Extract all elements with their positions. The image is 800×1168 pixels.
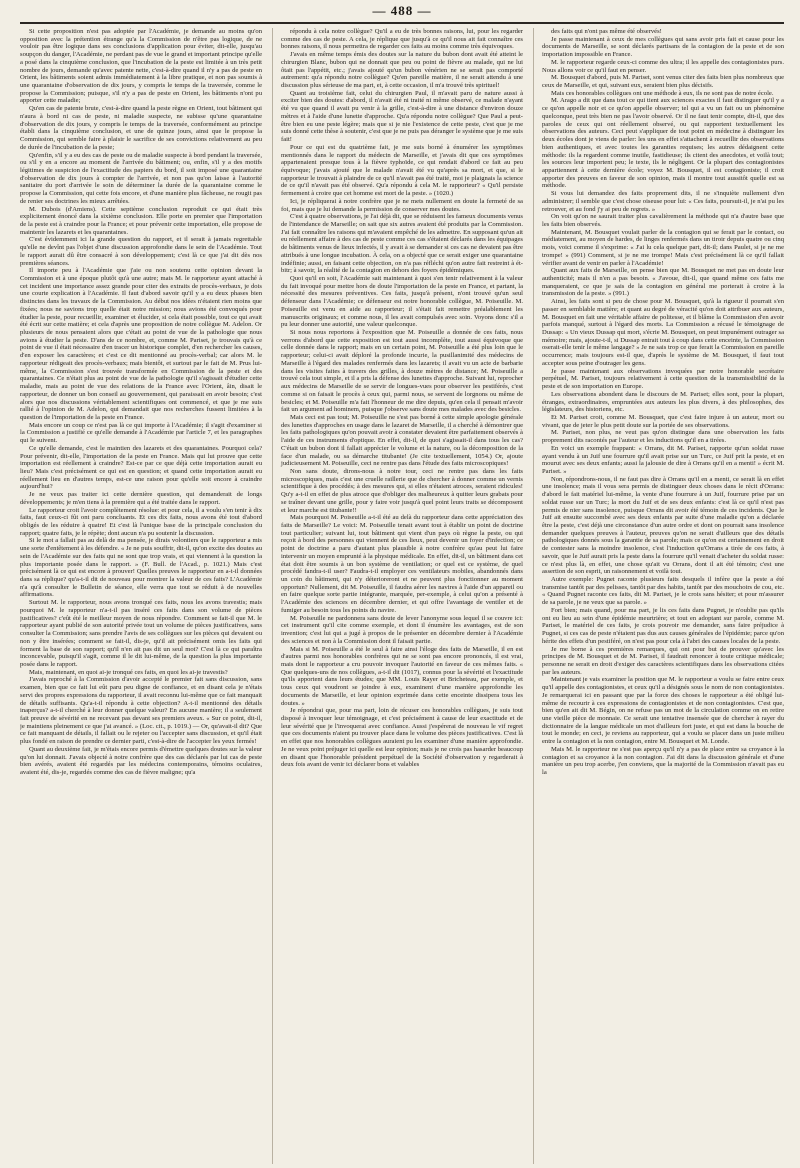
- paragraph: M. Poiseuille ne pardonnera sans doute de lever l'anonyme sous lequel il se couvre ici: cet instrument qu'il cite comme exemple, et dont il énumère les avantages, est de son invention; c'est lui qui a jugé à propos de le présenter en décembre dernier à l'Académie des sciences et non à la Commission dont il faisait partie.: [281, 614, 523, 645]
- paragraph: En voici un exemple frappant: « Orrans, dit M. Pariset, rapporte qu'un soldat russe ayant vendu à un Juif une fourrure qu'il avait prise sur un Turc, ce Juif prit la peste, et en mourut avec ses deux enfants; aussi la jalousie de dire à Orrans qu'il en a menti! » écrit M. Pariset. »: [542, 444, 784, 475]
- page-number: — 488 —: [372, 3, 432, 18]
- paragraph: On voit qu'on ne saurait traiter plus cavalièrement la méthode qui n'a d'autre base que les faits bien observés.: [542, 213, 784, 228]
- paragraph: des faits qui n'ont pas même été observés!: [551, 28, 662, 35]
- paragraph: Je répondrai que, pour ma part, loin de récuser ces honorables collègues, je suis tout disposé à invoquer leur témoignage, et c'est précisément à cause de leur exactitude et de leur sévérité que je l'invoquerai avec confiance. Aussi j'espérerai de nouveau le vif regret que ces documents n'aient pu trouver place dans le volume des pièces justificatives. C'est là en effet que nos honorables collègues auraient pu les examiner d'une manière approfondie. Je ne veux point préjuger ici quelle est leur opinion; mais je ne crois pas hasarder beaucoup en disant que l'honorable président perpétuel de la Société d'observation y regarderait à deux fois avant de venir ici déclarer bons et valables: [281, 707, 523, 769]
- paragraph: Si vous lui demandez des faits proprement dits, il ne s'inquiète nullement d'en administrer; il semble que c'est chose oiseuse pour lui: « Ces faits, poursuit-il, je n'ai pu les retrouver, et au fond j'y ai peu de regrets. »: [542, 190, 784, 213]
- text-column-3: [533, 28, 784, 1164]
- paragraph: J'avais reproché à la Commission d'avoir accepté le premier fait sans discussion, sans examen, bien que ce fait lui eût paru peu digne de confiance, et en disant cela je n'étais servi des propres expressions du rapporteur, il avait reconnu lui-même que ce fait manquait de détails suffisants. Qu'a-t-il répondu à cette objection? A-t-il mentionné des détails inaperçus? a-t-il cherché à leur donner quelque valeur? En aucune manière; il a seulement fait preuve de sévérité en ne recevant pas devant ses premiers aveux. « Sur ce point, dit-il, je maintiens pleinement ce que j'ai avancé. » (Loc. cit., p. 1019.) — Or, qu'avait-il dit? Que ce fait manquant de détails, il fallait ou le rejeter ou l'accepter sans discussion, et qu'il était plus fondé en raison de prendre ce dernier parti, c'est-à-dire de l'accepter les yeux fermés!: [20, 676, 262, 746]
- page-header: [20, 0, 784, 22]
- paragraph: Quant au troisième fait, celui du chirurgien Paul, il m'avait paru de nature aussi à exciter bien des doutes: d'abord, il n'avait été ni traité ni même observé, ce malade n'ayant été vu que quand il avait pu venir à la grille, c'est-à-dire à une distance d'environ douze mètres et à l'aide d'une lunette d'approche. Qu'a répondu notre collègue? Que Paul a peut-être bien eu une peste légère; mais que si je nie l'existence de cette peste, c'est que je me suis donné cette thèse à soutenir, c'est que je ne puis pas déranger le système que je me suis fait!: [281, 89, 523, 144]
- paragraph: Je passe maintenant à ceux de mes collègues qui sans avoir pris fait et cause pour les documents de Marseille, se sont déclarés partisans de la contagion de la peste et de son importation impossible en France.: [542, 35, 784, 59]
- paragraph: Ainsi, les faits sont si peu de chose pour M. Bousquet, qu'à la rigueur il pourrait s'en passer en semblable matière; et quant au degré de véracité qu'on doit attribuer aux auteurs, M. Bousquet en fait une véritable affaire de politesse, et il blâme la Commission d'en avoir parfois manqué, surtout à l'égard des morts. La Commission a récusé le témoignage de Dussap: « Un vieux Dussap qui mort, s'écrie M. Bousquet, on peut impunément outrager sa mémoire; mais, ajoute-t-il, si Dussap entrait tout à coup dans cette enceinte, la Commission oserait-elle tenir le même langage? » Je ne sais trop ce que ferait la Commission en pareille occurrence; mais toujours est-il que, d'après le système de M. Bousquet, il faut tout accepter sous peine d'outrager les gens.: [542, 298, 784, 367]
- paragraph: Mais ces honorables collègues ont une méthode à eux, ils ne sont pas de notre école.: [551, 89, 774, 97]
- paragraph: Non, répondrons-nous, il ne faut pas dire à Orrans qu'il en a menti, ce serait là en effet une insolence; mais il vous sera permis de distinguer deux choses dans le récit d'Orrans: d'abord le fait matériel lui-même, la vente d'une fourrure à un Juif, fourrure prise par un soldat russe sur un Turc; la mort du Juif et de ses deux enfants: c'est là ce qu'il n'est pas permis de nier sans insolence, puisque Orrans dit avoir été témoin de ces incidents. Que le Juif ait ensuite succombé avec ses deux enfants par suite d'une maladie qu'on a déclarée être la peste, c'est déjà une circonstance d'un autre ordre et dont on pourrait sans insolence demander quelques preuves à l'auteur, preuves qu'on ne serait d'ailleurs que des détails pathologiques donnés sous la garantie de sa parole; mais ce qu'on est certainement en droit de contester sans la moindre insolence, c'est l'induction qu'Orrans a tirée de ces faits, à savoir, que le Juif aurait pris la peste dans la fourrure qu'il venait d'acheter du soldat russe: ce n'est plus là, en effet, une chose qu'ait vu Orrans, dont il ait été témoin; c'est une assertion de son esprit, un raisonnement et voilà tout.: [542, 475, 784, 576]
- paragraph: Maintenant, M. Bousquet voulait parler de la contagion qui se ferait par le contact, ou médiatement, au moyen de hardes, de linges renfermés dans un tiroir depuis quatre ou cinq mois, voici comme il s'exprime: « J'ai lu cela quelque part, dit-il; dans Paulet, si je ne me trompe! » (991) Comment, si je ne me trompe! Mais c'est précisément là ce qu'il fallait vérifier avant de venir en parler à l'Académie!: [542, 228, 784, 267]
- paragraph: Mais, maintenant, en quoi ai-je tronqué ces faits, en quoi les ai-je travestis?: [29, 668, 228, 676]
- text-column-2: [272, 28, 523, 1164]
- paragraph: Quant au deuxième fait, je m'étais encore permis d'émettre quelques doutes sur la valeur qu'on lui donnait. J'avais objecté à notre confrère que des cas déclarés par lui cas de peste bien avérés, avaient été regardés par les médecins contemporains, témoins oculaires, avaient été, dis-je, regardés comme des cas de fièvre maligne; qu'a: [20, 745, 262, 776]
- paragraph: M. Dubois (d'Amiens). Cette septième conclusion reproduit ce qui était très explicitement énoncé dans la sixième conclusion. Elle porte en premier que l'importation de la peste est à craindre pour la France; et pour prévenir cette importation, elle propose de maintenir les lazarets et les quarantaines.: [20, 205, 262, 236]
- paragraph: Je me borne à ces premières remarques, qui ont pour but de prouver qu'avec les principes de M. Bousquet et de M. Pariset, il faudrait renoncer à toute critique médicale; personne ne serait en droit d'exiger des caractères scientifiques dans les observations citées par les auteurs.: [542, 645, 784, 676]
- paragraph: Ici, je répliquerai à notre confrère que je ne mets nullement en doute la fermeté de sa foi, mais que je lui demande la permission de conserver mes doutes.: [281, 197, 523, 213]
- paragraph: M. le rapporteur regarde ceux-ci comme des ultra; il les appelle des contagionistes purs. Nous allons voir ce qu'il faut en penser.: [542, 58, 784, 74]
- paragraph: Si le mot a fallait pas au delà de ma pensée, je dirais volontiers que le rapporteur a mis une sorte d'entêtement à les défendre. « Je ne puis souffrir, dit-il, qu'on excite des doutes au sein de l'Académie sur des faits qui ne sont que trop vrais, et qui viennent à la question la plus importante posée dans le rapport. » (F. Bull. de l'Acad., p. 1021.) Mais c'est précisément là ce qui est encore à prouver! Quelles preuves le rapporteur en a-t-il données dans sa réplique? qu'a-t-il dit de nouveau pour montrer la valeur de ces faits? L'Académie n'a qu'à consulter le Bulletin de séance, elle verra que tout se réduit à de nouvelles affirmations.: [20, 537, 262, 599]
- paragraph: Mais M. le rapporteur ne s'est pas aperçu qu'il n'y a pas de place entre sa croyance à la contagion et sa croyance à la non contagion. J'ai dit dans la discussion générale et d'une manière un peu trop acerbe, j'en conviens, que la majorité de la Commission n'avait pas eu la: [542, 745, 784, 776]
- paragraph: Non sans doute, dirons-nous à notre tour, ceci ne rentre pas dans les faits microscopiques, mais c'est une cruelle raillerie que de chercher à donner comme un vernis scientifique à des procédés; à des mesures qui, si elles n'étaient atroces, seraient ridicules! Qu'y a-t-il en effet de plus atroce que d'obliger des malheureux à quitter leurs grabats pour se traîner devant une grille, pour y faire voir jusqu'à quel point leurs traits se décomposent et leur marche est titubante!!: [281, 467, 523, 514]
- paragraph: Quant aux faits de Marseille, on pense bien que M. Bousquet ne met pas en doute leur authenticité; mais il n'en a pas besoin. « J'avoue, dit-il, que quand même ces faits me manqueraient, ce que je sais de la contagion en général me porterait à croire à la transmission de la peste. » (991.): [542, 267, 784, 298]
- paragraph: Maintenant je vais examiner la position que M. le rapporteur a voulu se faire entre ceux qu'il appelle des contagionistes, et ceux qu'il a désignés sous le nom de non contagionistes. Je remarquerai ici en passant que par la force des choses le rapporteur a été obligé lui-même de recourir à ces expressions de contagionistes et de non contagionistes. C'est que, bien qu'en ait dit M. Bégin, on ne refuse pas un mot de la circulation comme on en retire une vieille pièce de monnaie. Ce serait une tentative insensée que de chercher à rayer du dictionnaire de la langue médicale un mot d'ailleurs fort juste, et qui est dans la bouche de tout le monde; en ceci, je reviens au rapporteur, qui a voulu se placer dans un juste milieu entre la contagion et la non contagion, entre M. Bousquet et M. Londe.: [542, 676, 784, 746]
- paragraph: Quoi qu'il en soit, l'Académie sait maintenant à quoi s'en tenir relativement à la valeur du fait invoqué pour mettre hors de doute l'importation de la peste en France, et partant, la nécessité des mesures préventives. Ces faits, jusqu'à présent, n'ont trouvé qu'un seul défenseur dans l'Académie; ce défenseur est notre honorable collègue, M. Poiseuille. M. Poiseuille est venu en aide au rapporteur; il s'était fait remettre préalablement les manuscrits originaux; et comme nous, il les avait compulsés avec soin. Voyons donc s'il a pu leur donner une autorité, une valeur quelconque.: [281, 275, 523, 329]
- paragraph: Autre exemple: Pugnet raconte plusieurs faits desquels il infère que la peste a été transmise tantôt par des pelisses, tantôt par des habits, tantôt par des mouchoirs de cou, etc. « Quand Pugnet raconte ces faits, dit M. Pariset, je le crois sans hésiter; et pour m'assurer de sa parole, je ne veux que sa parole. »: [542, 576, 784, 607]
- paragraph: Si cette proposition n'est pas adoptée par l'Académie, je demande au moins qu'on opposition avec la prétention étrange qu'a la Commission de n'être pas logique, de ne vouloir pas être logique dans ses conclusions d'application pour éviter, dit-elle, jusqu'au soupçon du danger, l'Académie, ne perdant pas de vue le grand et important principe qu'elle a posé dans la cinquième conclusion, que l'incubation de la peste est limitée à un très petit nombre de jours, demande qu'avec patente nette, c'est-à-dire quand il n'y a pas de peste en Orient, les bâtiments soient admis immédiatement à la libre pratique, et non pas soumis à une quarantaine d'observation de dix jours, y compris le temps de la traversée, comme le propose la Commission; puisque, s'il n'y a pas de peste en Orient, les bâtiments n'ont pu apporter cette maladie;: [20, 28, 262, 105]
- paragraph: C'est à quatre observations, je l'ai déjà dit, que se réduisent les fameux documents venus de l'intendance de Marseille; on sait que six autres avaient été produits par la Commission. J'ai fait connaître les raisons qui m'avaient empêché de les admettre. En supposant qu'un ait eu réellement affaire à des cas de peste comme ces cas s'étaient déclarés dans les équipages de bâtiments venus de lieux infectés, il y avait à se demander si ces cas ne devaient pas être attribués à une longue incubation. À cela, on a objecté que ce serait exiger une quarantaine indéfinie; aussi, en faisant cette objection, on n'a pas réfléchi qu'on autre fait restreint à ét-bitr; à savoir, la réalité de la contagion en dehors des foyers épidémiques.: [281, 213, 523, 275]
- paragraph: C'est évidemment ici la grande question du rapport, et il serait à jamais regrettable qu'elle ne devînt pas l'objet d'une discussion approfondie dans le sein de l'Académie. Tout le rapport aurait dû être consacré à son développement; c'est là ce que j'ai dit dès nos premières séances.: [20, 236, 262, 267]
- paragraph: Mais ceci est pas tout; M. Poiseuille ne s'est pas borné à cette simple apologie générale des lunettes d'approches en usage dans le lazaret de Marseille, il a cherché à démontrer que les faits pathologiques qu'on pouvait avoir à constater devaient être parfaitement observés à l'aide de ces instruments d'optique. En effet, dit-il, de quoi s'agissait-il dans tous les cas? C'était un bubon dont il fallait apprécier le volume et la nature, ou la décomposition de la face d'un malade, ou sa démarche titubante! (Je cite textuellement, 1054.) Or, ajoute judicieusement M. Poiseuille, ceci ne rentre pas dans l'étude des faits microscopiques!: [281, 413, 523, 468]
- paragraph: Qu'enfin, s'il y a eu des cas de peste ou de maladie suspecte à bord pendant la traversée, ou s'il y en a encore au moment de l'arrivée du bâtiment; ou, enfin, s'il y a des motifs légitimes de suspicion de l'exactitude des papiers du bord, il soit imposé une quarantaine d'observation de dix jours à compter de l'arrivée, et non pas qu'on laisse à l'autorité sanitaire du port d'arrivée le soin de déterminer la durée de la quarantaine comme le propose la Commission, qui cette fois encore, et d'une manière plus fâcheuse, ne rougit pas de renier ses doctrines les mieux arrêtées.: [20, 151, 262, 205]
- text-column-1: [20, 28, 262, 1164]
- paragraph: Mais si M. Poiseuille a été le seul à faire ainsi l'éloge des faits de Marseille, il en est d'autres parmi nos honorables confrères qui ne se sont pas encore prononcés, il est vrai, mais dont le rapporteur a cru pouvoir invoquer l'autorité en faveur de ces mêmes faits. « Que quelques-uns de nos collègues, a-t-il dit (1017), connus pour la sévérité et l'exactitude qu'ils apportent dans leurs études; que MM. Louis Rayer et Bricheteau, par exemple, et tous ceux qui voudront se joindre à eux, examinent d'une manière approfondie les documents de Marseille, et leur opinion exprimée dans cette enceinte dissipera tous les doutes. »: [281, 645, 523, 707]
- paragraph: Je ne veux pas traiter ici cette dernière question, qui demanderait de longs développements; je m'en tiens à la première qui a été traitée dans le rapport.: [20, 491, 262, 506]
- paragraph: Ce qu'elle demande, c'est le maintien des lazarets et des quarantaines. Pourquoi cela? Pour prévenir, dit-elle, l'importation de la peste en France. Mais qui lui prouve que cette importation est réellement à craindre? Est-ce par ce que déjà cette importation aurait eu lieu? Mais c'est précisément ce qui est en question; et quand cette importation aurait eu réellement lieu en d'autres temps, est-ce une raison pour qu'elle soit encore à craindre aujourd'hui?: [20, 444, 262, 491]
- paragraph: Il importe peu à l'Académie que j'aie ou non soutenu cette opinion devant la Commission et à une époque plutôt qu'à une autre; mais M. le rapporteur ayant attaché à cet incident une importance assez grande pour citer des extraits de procès-verbaux, je dois une courte explication à l'Académie. Il faut d'abord savoir qu'il y a eu deux phases bien distinctes dans les travaux de la Commission. Au début nos idées n'étaient rien moins que fixées; nous ne savions trop quelle était notre mission; nous avions été convoqués pour étudier la peste, pour recueillir, examiner et élucider, si cela était possible, tout ce qui avait été écrit sur cette matière; et cela d'après une proposition de notre collègue M. Adelon. Or plusieurs de nous pensaient alors que c'était au point de vue de la pathologie que nous avions à étudier la peste. D'ans de ce nombre, et, comme M. Pariset, je trouvais qu'à ce point de vue il était nécessaire d'en tracer un historique complet, d'en rechercher les causes, d'en exposer les caractères; et c'est ce dit mentionné au procès-verbal; car alors M. le rapporteur rédigeait des procès-verbaux; mais bientôt, et surtout par le fait de M. Prus lui-même, la Commission s'est trouvée transformée en Commission de la peste et des quarantaines. Ce n'était plus au point de vue de la pathologie qu'il s'agissait d'étudier cette maladie, mais au point de vue des relations de la France avec l'Orient, âin, disait le rapporteur, de donner un bon conseil au gouvernement, qui paraissait en avoir besoin; c'est alors que nos discussions véritablement scientifiques ont commencé, et que je me suis rallié à l'opinion de M. Adelon, qui demandait que nos recherches fussent limitées à la question de l'importation de la peste en France.: [20, 267, 262, 421]
- paragraph: Les observations abondent dans le discours de M. Pariset; elles sont, pour la plupart, étranges, extraordinaires, empruntées aux auteurs les plus divers, à des philosophes, des législateurs, des historiens, etc.: [542, 390, 784, 414]
- paragraph: M. Pariset, non plus, ne veut pas qu'on distingue dans une observation les faits proprement dits racontés par l'auteur et les inductions qu'il en a tirées.: [542, 429, 784, 445]
- paragraph: Mais pourquoi M. Poiseuille a-t-il été au delà du rapporteur dans cette appréciation des faits de Marseille? Le voici: M. Poiseuille tenait avant tout à établir un point de doctrine tout particulier; suivant lui, tout bâtiment qui vient d'un pays où règne la peste, ou qui reçoit à bord des personnes qui viennent de ces lieux, peut devenir un foyer d'infection; ce point de doctrine a paru d'autant plus plausible à notre confrère qu'au peut lui faire intervenir un moyen emprunté à la physique médicale. En effet, dit-il, un bâtiment dans cet état doit être soumis à un bon système de ventilation; or quel est ce système, de quel procédé fandra-t-il user? Faudra-t-il employer ces ventilateurs mobiles, abandonnés dans un coin du bâtiment, qui n'y déterioreront et ne peuvent plus fonctionner au moment opportun? Nullement, dit M. Poiseuille, il faudra aérer les navires à l'aide d'un appareil ou en faire quelque sorte partie intégrante, marquée, per-exemple, à celui qu'on a présenté à l'Académie des sciences en décembre dernier, et qui offre l'avantage de ventiler et de fumiger au besoin tous les points du navire.: [281, 514, 523, 614]
- paragraph: répondu à cela notre collègue? Qu'il a eu de très bonnes raisons, lui, pour les regarder comme des cas de peste. A cela, je réplique que jusqu'à ce qu'il nous ait fait connaître ces bonnes raisons, il nous permettra de regarder ces faits au moins comme très équivoques.: [281, 28, 523, 51]
- text-columns: [20, 28, 784, 1164]
- paragraph: M. Arago a dit que dans tout ce qui tient aux sciences exactes il faut distinguer qu'il y a ce qu'on appelle noir et ce qu'on appelle observer; tel qui a vu un fait ou un phénomène quelconque, peut très bien ne pas l'avoir observé. Or il ne faut tenir compte, dit-il, que des paroles de ceux qui ont réellement observé, ou qui rapportent textuellement les observations des auteurs. Ceci peut s'appliquer de tout point en médecine à distinguer les deux écoles dont je viens de parler: les uns en effet s'attachent à recueillir des observations bien authentiques, et avec toutes les garanties requises; les autres dédaignent cette méthode: ils la regardent comme inutile, fastidieuse; ils citent des anecdotes, et voilà tout; les sources leur importent peu; le texte, ils le négligent. Or la plupart des contagionistes appartiennent à cette dernière école; voyez M. Bousquet, il est contagioniste; il croit apporter des preuves en faveur de son opinion, mais il montre tout aussitôt quelle est sa méthode.: [542, 97, 784, 190]
- paragraph: Pour ce qui est du quatrième fait, je me suis borné à énumérer les symptômes mentionnés dans le rapport du médecin de Marseille, et j'avais dit que ces symptômes appartenaient presque tous à la fièvre typhoïde, ce qui rendait d'abord ce fait au peu équivoque; j'avais ajouté que le malade n'avait été vu qu'après sa mort, et que, si le rapporteur le trouvait à plaindre de ce qu'il n'avait pas été traité, moi je plaignais la science de ce qu'il n'avait pas été observé. Qu'a répondu à cela M. le rapporteur? « Qu'il persiste fermement à croire que cet homme est mort de la peste. » (1020.): [281, 143, 523, 198]
- paragraph: Mais encore un coup ce n'est pas là ce qui importe à l'Académie; il s'agit d'examiner si la Commission a justifié ce qu'elle demande à l'Académie par l'article 7, et les paragraphes qui le suivent.: [20, 421, 262, 445]
- paragraph: Et M. Pariset croit, comme M. Bousquet, que c'est faire injure à un auteur, mort ou vivant, que de jeter le plus petit doute sur la portée de ses observations.: [542, 413, 784, 429]
- paragraph: Je passe maintenant aux observations invoquées par notre honorable secrétaire perpétuel, M. Pariset, toujours relativement à cette question de la transmissibilité de la peste et de son importation en Europe.: [542, 367, 784, 391]
- paragraph: Fort bien; mais quand, pour ma part, je lis ces faits dans Pugnet, je n'oublie pas qu'ils ont eu lieu au sein d'une épidémie meurtrière; et tout en adoptant sur parole, comme M. Pariset, le matériel de ces faits, je crois pouvoir me demander, sans faire préjudice à Pugnet, si ces cas de peste n'étaient pas dus aux causes générales de l'épidémie; parce qu'on hérite des effets d'un pestiféré, on n'est pas pour cela à l'abri des causes locales de la peste.: [542, 606, 784, 645]
- paragraph: Le rapporteur croit l'avoir complètement résolue: et pour cela, il a voulu s'en tenir à dix faits, faut ceux-ci fût ont paru concluants. Et ces dix faits, nous avons été tout d'abord obligés de les réduire à quatre! Et c'est là l'unique base de la principale conclusion du rapport; quatre faits, je le répète; dont aucun n'a pu soutenir la discussion.: [20, 506, 262, 537]
- header-rule: [20, 22, 784, 24]
- paragraph: Qu'en cas de patente brute, c'est-à-dire quand la peste règne en Orient, tout bâtiment qui n'aura à bord ni cas de peste, ni maladie suspecte, ne subisse qu'une quarantaine d'observation de dix jours, y compris le temps de la traversée, conformément au principe établi dans la cinquième conclusion, et une de quinze jours, ainsi que le propose la Commission, qui semble faire à plaisir le sacrifice de ses convictions relativement au peu de durée de l'incubation de la peste;: [20, 105, 262, 151]
- paragraph: Surtout M. le rapporteur, nous avons tronqué ces faits, nous les avons travestis; mais pourquoi M. le rapporteur n'a-t-il pas inséré ces faits dans son volume de pièces justificatives? c'eût été le meilleur moyen de nous répondre. Comment se fait-il que M. le rapporteur ayant publié de son autorité privée tout un volume de pièces justificatives, sans consulter la Commission; sans prendre l'avis de ses collègues sur les pièces qui devaient ou non y être insérées; comment se fait-il, dis-je, qu'il ait précisément omis les faits qui forment la base de son rapport; qu'il n'en ait pas dit un seul mot? C'est là ce qui paraîtra inconcevable, puisqu'il s'agit, comme il le dit lui-même, de la question la plus importante posée dans le rapport.: [20, 599, 262, 668]
- paragraph: M. Bousquet d'abord, puis M. Pariset, sont venus citer des faits bien plus nombreux que ceux de Marseille, et qui, suivant eux, seraient bien plus décisifs.: [542, 74, 784, 90]
- paragraph: Si nous nous reportons à l'exposition que M. Poiseuille a donnée de ces faits, nous verrons d'abord que cette exposition est tout aussi incomplète, tout aussi équivoque que celle donnée dans le rapport; mais en un certain point, M. Poiseuille a été plus loin que le rapporteur; celui-ci avait déploré la profonde incurie, la pusillanimité des médecins de Marseille à l'égard des malades renfermés dans les lazarets; il avait vu un acte de barbarie dans les visites faites à travers des grilles, à douze mètres de distance; M. Poiseuille a trouvé cela tout simple, et il a pris la défense des lunettes d'approche. Suivant lui, reprocher aux médecins de Marseille de se servir de longues-vues pour observer les pestiférés, c'est comme si on faisait le procès à ceux qui, parmi nous, se servent de lorgnons ou même de besicles; et M. Poiseuille m'a fait l'honneur de me dire depuis, qu'en cela il pensait m'avoir fait un argument ad hominem, puisque j'observe sans doute mes malades avec des besicles.: [281, 329, 523, 414]
- paragraph: J'avais en même temps émis des doutes sur la nature du bubon dont avait été atteint le chirurgien Blanc, bubon qui ne donnait que peu ou point de fièvre au malade, qui ne lui ôtait pas l'appétit, etc.; j'avais ajouté qu'un bubon vénérien ne se serait pas comporté autrement: qu'a répondu notre collègue? Qu'en pareille matière, il ne serait attendu à une discussion plus sérieuse de ma part, et, à cette occasion, il m'a trouvé très spirituel!: [281, 51, 523, 90]
